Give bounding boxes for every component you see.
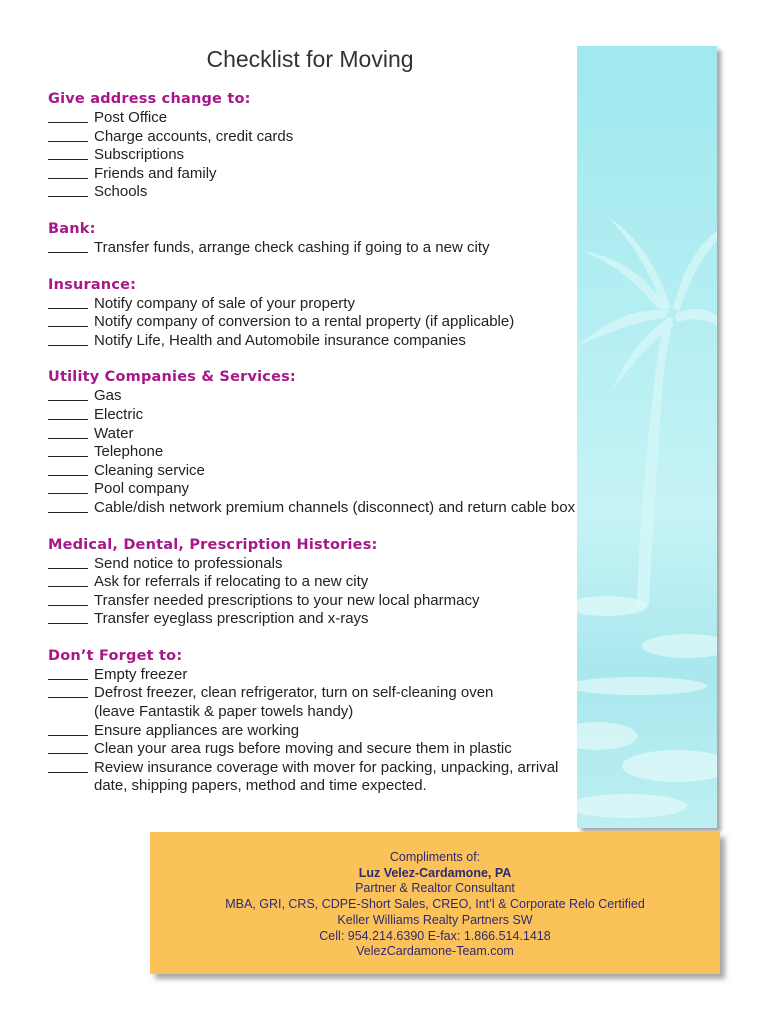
agent-credentials: MBA, GRI, CRS, CDPE-Short Sales, CREO, Int’l & Corporate Relo Certified xyxy=(225,897,645,912)
checklist-item xyxy=(48,165,578,184)
item-text: Review insurance coverage with mover for packing, unpacking, arrival date, shipping papers, method and time expected. xyxy=(94,758,559,795)
checklist-item xyxy=(48,740,578,759)
blank-line xyxy=(48,295,88,309)
blank-line xyxy=(48,313,88,327)
blank-line xyxy=(48,425,88,439)
agent-contact-box xyxy=(150,832,720,974)
agent-name: Luz Velez-Cardamone, PA xyxy=(358,865,512,880)
item-text: Notify company of sale of your property xyxy=(94,294,355,312)
checklist-item xyxy=(48,332,578,351)
blank-line xyxy=(48,592,88,606)
item-text: Charge accounts, credit cards xyxy=(94,127,294,145)
item-text: Clean your area rugs before moving and secure them in plastic xyxy=(94,740,512,758)
checklist-item xyxy=(48,555,578,574)
item-text: Friends and family xyxy=(94,164,217,182)
section-heading: Don’t Forget to: xyxy=(48,647,183,664)
checklist-item xyxy=(48,759,578,796)
blank-line xyxy=(48,387,88,401)
checklist-item xyxy=(48,684,578,703)
agent-website: VelezCardamone-Team.com xyxy=(356,944,514,959)
checklist-item xyxy=(48,573,578,592)
page-title: Checklist for Moving xyxy=(206,46,414,72)
blank-line xyxy=(48,740,88,754)
section-heading: Medical, Dental, Prescription Histories: xyxy=(48,536,378,553)
checklist-item xyxy=(48,443,578,462)
item-text: Cleaning service xyxy=(94,461,205,479)
section-insurance xyxy=(48,276,578,351)
checklist-item xyxy=(48,239,578,258)
item-text: Notify company of conversion to a rental property (if applicable) xyxy=(94,313,515,331)
blank-line xyxy=(48,406,88,420)
item-text: Empty freezer xyxy=(94,665,188,683)
blank-line xyxy=(48,462,88,476)
checklist-item xyxy=(48,499,578,518)
blank-line xyxy=(48,722,88,736)
item-text: Telephone xyxy=(94,443,164,461)
item-text: Ensure appliances are working xyxy=(94,721,300,739)
agent-contact: Cell: 954.214.6390 E-fax: 1.866.514.1418 xyxy=(319,928,551,943)
blank-line xyxy=(48,499,88,513)
item-text: Pool company xyxy=(94,480,190,498)
blank-line xyxy=(48,109,88,123)
checklist-item xyxy=(48,146,578,165)
item-text: Transfer needed prescriptions to your new local pharmacy xyxy=(94,591,480,609)
checklist-item xyxy=(48,462,578,481)
blank-line xyxy=(48,555,88,569)
blank-line xyxy=(48,759,88,773)
checklist-item xyxy=(48,387,578,406)
item-text: Post Office xyxy=(94,109,168,126)
checklist-item xyxy=(48,128,578,147)
item-continuation: (leave Fantastik & paper towels handy) xyxy=(94,703,354,721)
checklist-item xyxy=(48,313,578,332)
item-text: Electric xyxy=(94,405,144,423)
item-text: Subscriptions xyxy=(94,146,185,164)
blank-line xyxy=(48,480,88,494)
checklist xyxy=(48,90,578,814)
item-text: Transfer eyeglass prescription and x-rays xyxy=(94,610,369,628)
item-text: Ask for referrals if relocating to a new city xyxy=(94,573,369,591)
section-heading: Bank: xyxy=(48,220,96,237)
section-utilities xyxy=(48,368,578,517)
section-heading: Give address change to: xyxy=(48,91,251,107)
blank-line xyxy=(48,610,88,624)
blank-line xyxy=(48,183,88,197)
item-text: Send notice to professionals xyxy=(94,554,283,572)
section-dont-forget xyxy=(48,647,578,796)
item-text: Gas xyxy=(94,387,122,405)
compliments-label: Compliments of: xyxy=(389,850,481,864)
blank-line xyxy=(48,239,88,253)
checklist-item xyxy=(48,406,578,425)
blank-line xyxy=(48,332,88,346)
agent-role: Partner & Realtor Consultant xyxy=(355,881,515,896)
item-text: Defrost freezer, clean refrigerator, turn on self-cleaning oven xyxy=(94,684,494,702)
item-text: Schools xyxy=(94,183,148,201)
item-text: Water xyxy=(94,424,134,442)
blank-line xyxy=(48,573,88,587)
blank-line xyxy=(48,146,88,160)
agent-company: Keller Williams Realty Partners SW xyxy=(337,912,533,927)
checklist-item xyxy=(48,425,578,444)
checklist-item xyxy=(48,722,578,741)
checklist-item xyxy=(48,109,578,128)
checklist-item xyxy=(48,592,578,611)
section-heading: Insurance: xyxy=(48,276,137,293)
checklist-item xyxy=(48,183,578,202)
palm-tree-illustration xyxy=(577,46,717,828)
checklist-item xyxy=(48,610,578,629)
palm-tree-image-panel xyxy=(577,46,717,828)
checklist-item xyxy=(48,480,578,499)
checklist-item xyxy=(48,295,578,314)
blank-line xyxy=(48,666,88,680)
blank-line xyxy=(48,684,88,698)
section-heading: Utility Companies & Services: xyxy=(48,369,296,386)
item-text: Cable/dish network premium channels (disconnect) and return cable box xyxy=(94,498,576,516)
checklist-item xyxy=(48,666,578,685)
blank-line xyxy=(48,128,88,142)
item-text: Transfer funds, arrange check cashing if going to a new city xyxy=(94,238,490,256)
section-address-change xyxy=(48,90,578,202)
item-text: Notify Life, Health and Automobile insurance companies xyxy=(94,331,466,349)
blank-line xyxy=(48,165,88,179)
section-bank xyxy=(48,220,578,258)
blank-line xyxy=(48,443,88,457)
section-medical xyxy=(48,536,578,629)
